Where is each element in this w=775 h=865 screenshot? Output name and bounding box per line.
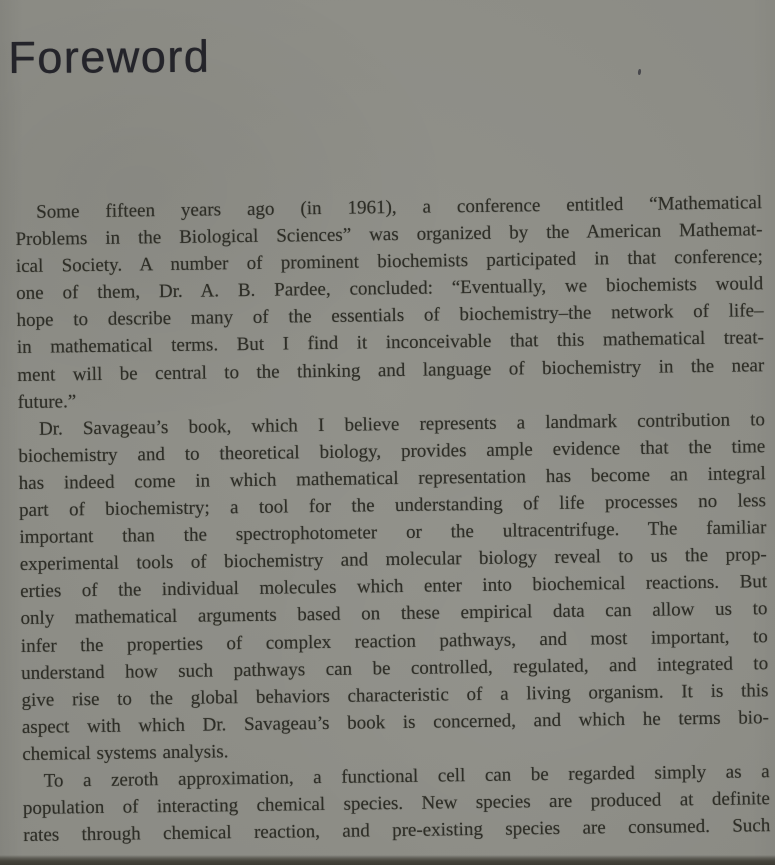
text-line: in mathematical terms. But I find it inconceivable that this mathematical treat- [16,327,765,359]
text-line: experimental tools of biochemistry and molecular biology reveal to us the prop- [19,544,767,576]
text-line: one of them, Dr. A. B. Pardee, concluded: “Eventually, we biochemists would [16,273,764,305]
text-line: ical Society. A number of prominent biochemists participated in that conference; [15,246,763,278]
page-title: Foreword [8,30,211,84]
text-line: infer the properties of complex reaction pathways, and most important, to [20,625,768,657]
page-bottom-edge [0,855,775,865]
text-line: chemical systems analysis. [22,741,229,765]
foreword-body [15,189,770,849]
text-line: hope to describe many of the essentials of biochemistry–the network of life– [16,300,764,332]
text-line: understand how such pathways can be controlled, regulated, and integrated to [21,652,769,684]
text-line: future.” [17,390,77,413]
text-line: rates through chemical reaction, and pre-existing species are consumed. Such [23,815,771,847]
text-line: biochemistry and to theoretical biology, provides ample evidence that the time [18,436,766,467]
text-line: aspect with which Dr. Savageau’s book is concerned, and which he terms bio- [21,706,769,738]
text-line: Problems in the Biological Sciences” was organized by the American Mathemat- [15,219,763,251]
text-line: has indeed come in which mathematical representation has become an integral [18,463,766,494]
text-line: Dr. Savageau’s book, which I believe represents a landmark contribution to [38,408,766,440]
text-line: To a zeroth approximation, a functional cell can be regarded simply as a [43,761,770,792]
text-line: important than the spectrophotometer or the ultracentrifuge. The familiar [19,517,767,549]
text-line: Some fifteen years ago (in 1961), a conference entitled “Mathematical [36,192,763,223]
text-line: part of biochemistry; a tool for the understanding of life processes no less [18,490,767,522]
text-line: erties of the individual molecules which enter into biochemical reactions. But [20,571,768,603]
text-line: population of interacting chemical species. New species are produced at definite [22,788,771,820]
text-line: give rise to the global behaviors characteristic of a living organism. It is this [21,679,769,711]
text-line: only mathematical arguments based on these empirical data can allow us to [20,598,768,630]
text-line: ment will be central to the thinking and language of biochemistry in the near [17,354,765,386]
